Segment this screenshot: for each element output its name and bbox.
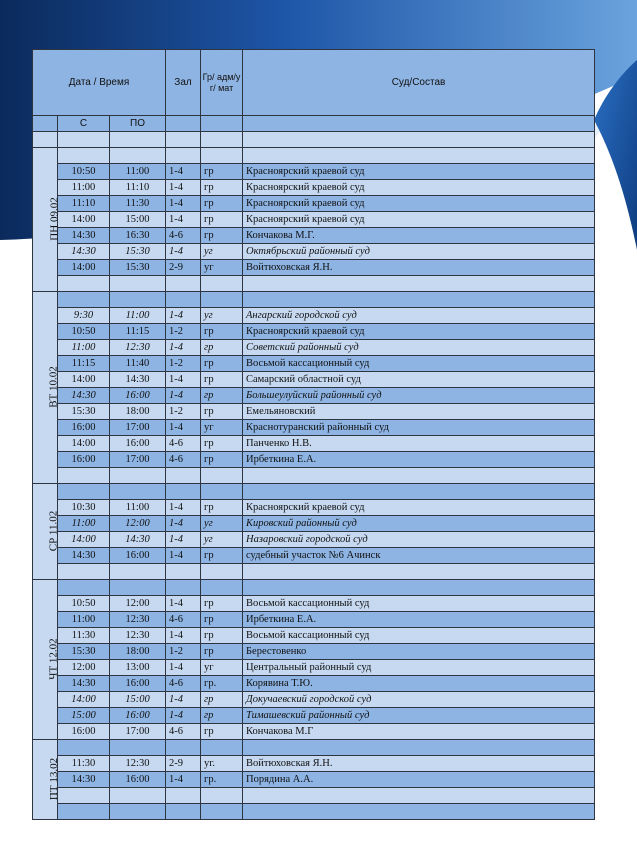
hall-cell: 1-2 xyxy=(166,356,201,372)
hall-cell: 1-4 xyxy=(166,420,201,436)
schedule-row xyxy=(33,164,595,180)
schedule-row xyxy=(33,532,595,548)
court-name-cell: Краснотуранский районный суд xyxy=(243,420,595,436)
time-from-cell xyxy=(58,484,110,500)
case-type-cell: гр xyxy=(201,228,243,244)
time-to-cell: 17:00 xyxy=(110,724,166,740)
schedule-row xyxy=(33,564,595,580)
schedule-row xyxy=(33,612,595,628)
time-from-cell: 14:30 xyxy=(58,228,110,244)
schedule-row xyxy=(33,212,595,228)
blank-subheader xyxy=(166,116,201,132)
case-type-cell xyxy=(201,564,243,580)
case-type-cell xyxy=(201,788,243,804)
schedule-row xyxy=(33,740,595,756)
hall-cell: 1-4 xyxy=(166,500,201,516)
day-label: ЧТ 12.02 xyxy=(47,638,60,680)
court-name-cell: Тимашевский районный суд xyxy=(243,708,595,724)
schedule-row xyxy=(33,724,595,740)
time-from-cell: 10:50 xyxy=(58,596,110,612)
time-to-cell: 11:00 xyxy=(110,164,166,180)
time-from-cell: 11:15 xyxy=(58,356,110,372)
time-to-cell: 18:00 xyxy=(110,404,166,420)
blank-subheader xyxy=(201,116,243,132)
time-to-cell xyxy=(110,804,166,820)
hall-cell: 1-4 xyxy=(166,196,201,212)
court-name-cell: Октябрьский районный суд xyxy=(243,244,595,260)
blank-subheader xyxy=(58,132,110,148)
time-to-cell: 11:00 xyxy=(110,500,166,516)
hall-cell: 2-9 xyxy=(166,260,201,276)
schedule-row xyxy=(33,180,595,196)
hall-cell xyxy=(166,804,201,820)
time-from-cell: 10:50 xyxy=(58,324,110,340)
schedule-row xyxy=(33,676,595,692)
time-to-cell: 17:00 xyxy=(110,452,166,468)
schedule-row xyxy=(33,228,595,244)
hall-cell xyxy=(166,484,201,500)
schedule-row xyxy=(33,276,595,292)
court-name-cell xyxy=(243,292,595,308)
hall-cell: 1-2 xyxy=(166,644,201,660)
time-from-cell xyxy=(58,148,110,164)
time-to-cell: 15:30 xyxy=(110,244,166,260)
case-type-cell: гр xyxy=(201,548,243,564)
time-to-cell xyxy=(110,292,166,308)
time-from-cell: 14:30 xyxy=(58,244,110,260)
time-from-cell xyxy=(58,468,110,484)
day-label-cell xyxy=(33,292,58,484)
time-to-cell: 11:10 xyxy=(110,180,166,196)
time-from-cell: 10:30 xyxy=(58,500,110,516)
court-name-cell: Кончакова М.Г. xyxy=(243,228,595,244)
schedule-row xyxy=(33,756,595,772)
hall-cell: 1-4 xyxy=(166,388,201,404)
schedule-row xyxy=(33,692,595,708)
time-to-cell: 13:00 xyxy=(110,660,166,676)
court-name-cell: Красноярский краевой суд xyxy=(243,324,595,340)
time-from-cell xyxy=(58,564,110,580)
court-name-cell: судебный участок №6 Ачинск xyxy=(243,548,595,564)
day-label-cell xyxy=(33,484,58,580)
time-to-cell: 16:00 xyxy=(110,436,166,452)
court-name-cell xyxy=(243,740,595,756)
schedule-row xyxy=(33,516,595,532)
hall-cell xyxy=(166,580,201,596)
schedule-row xyxy=(33,292,595,308)
case-type-cell: гр xyxy=(201,372,243,388)
time-from-cell: 11:30 xyxy=(58,756,110,772)
time-from-cell: 14:00 xyxy=(58,212,110,228)
time-from-cell: 15:00 xyxy=(58,708,110,724)
court-name-cell: Ирбеткина Е.А. xyxy=(243,452,595,468)
schedule-row xyxy=(33,388,595,404)
time-to-cell xyxy=(110,276,166,292)
time-from-cell xyxy=(58,740,110,756)
time-to-cell: 15:00 xyxy=(110,212,166,228)
blank-subheader xyxy=(33,132,58,148)
case-type-cell: уг xyxy=(201,260,243,276)
hall-cell: 4-6 xyxy=(166,676,201,692)
blank-subheader xyxy=(166,132,201,148)
time-to-cell: 16:00 xyxy=(110,548,166,564)
day-label-cell xyxy=(33,580,58,740)
time-from-cell: 11:00 xyxy=(58,180,110,196)
schedule-row xyxy=(33,500,595,516)
hall-cell: 1-2 xyxy=(166,324,201,340)
time-from-cell xyxy=(58,804,110,820)
schedule-row xyxy=(33,548,595,564)
court-name-cell: Красноярский краевой суд xyxy=(243,164,595,180)
time-to-cell: 12:30 xyxy=(110,612,166,628)
schedule-row xyxy=(33,596,595,612)
case-type-cell: гр xyxy=(201,404,243,420)
case-type-cell: гр xyxy=(201,164,243,180)
schedule-row xyxy=(33,308,595,324)
case-type-cell: гр xyxy=(201,340,243,356)
schedule-row xyxy=(33,708,595,724)
schedule-row xyxy=(33,468,595,484)
hall-cell: 4-6 xyxy=(166,228,201,244)
court-name-cell: Красноярский краевой суд xyxy=(243,196,595,212)
case-type-cell xyxy=(201,484,243,500)
case-type-cell: гр xyxy=(201,724,243,740)
hall-cell: 1-4 xyxy=(166,308,201,324)
time-to-cell: 16:00 xyxy=(110,388,166,404)
blank-subheader xyxy=(33,116,58,132)
time-from-cell: 14:30 xyxy=(58,388,110,404)
time-to-cell: 11:00 xyxy=(110,308,166,324)
time-to-cell xyxy=(110,484,166,500)
hall-cell: 1-4 xyxy=(166,340,201,356)
hall-cell xyxy=(166,276,201,292)
case-type-cell xyxy=(201,804,243,820)
case-type-cell: гр xyxy=(201,644,243,660)
schedule-row xyxy=(33,372,595,388)
case-type-cell: уг xyxy=(201,244,243,260)
hall-cell xyxy=(166,788,201,804)
case-type-cell: уг xyxy=(201,308,243,324)
time-to-cell: 12:30 xyxy=(110,340,166,356)
court-name-cell: Восьмой кассационный суд xyxy=(243,596,595,612)
court-name-cell xyxy=(243,580,595,596)
time-from-cell: 12:00 xyxy=(58,660,110,676)
time-from-cell xyxy=(58,292,110,308)
schedule-row xyxy=(33,660,595,676)
hall-cell: 1-4 xyxy=(166,692,201,708)
day-label: ПН 09.02 xyxy=(48,197,61,241)
time-to-cell: 12:00 xyxy=(110,596,166,612)
schedule-row xyxy=(33,260,595,276)
hall-cell xyxy=(166,468,201,484)
time-to-cell xyxy=(110,564,166,580)
court-name-cell: Ирбеткина Е.А. xyxy=(243,612,595,628)
schedule-row xyxy=(33,244,595,260)
day-label-cell xyxy=(33,148,61,292)
time-to-cell xyxy=(110,580,166,596)
time-from-cell: 11:00 xyxy=(58,340,110,356)
schedule-row xyxy=(33,324,595,340)
case-type-cell: гр. xyxy=(201,676,243,692)
schedule-row xyxy=(33,788,595,804)
time-to-cell xyxy=(110,468,166,484)
hall-cell xyxy=(166,564,201,580)
day-label: СР 11.02 xyxy=(47,510,60,552)
court-name-cell: Докучаевский городской суд xyxy=(243,692,595,708)
case-type-cell: гр xyxy=(201,500,243,516)
time-from-cell: 9:30 xyxy=(58,308,110,324)
day-label-cell xyxy=(33,740,61,820)
time-from-cell: 14:00 xyxy=(58,436,110,452)
hall-header: Зал xyxy=(166,50,201,116)
case-type-cell xyxy=(201,580,243,596)
schedule-row xyxy=(33,196,595,212)
blank-subheader xyxy=(201,132,243,148)
court-name-cell: Восьмой кассационный суд xyxy=(243,356,595,372)
time-from-cell: 10:50 xyxy=(58,164,110,180)
type-header: Гр/ адм/у г/ мат xyxy=(201,50,243,116)
hall-cell xyxy=(166,740,201,756)
time-to-cell: 17:00 xyxy=(110,420,166,436)
hall-cell: 1-4 xyxy=(166,772,201,788)
time-to-cell xyxy=(110,788,166,804)
court-name-cell: Восьмой кассационный суд xyxy=(243,628,595,644)
hall-cell: 4-6 xyxy=(166,436,201,452)
court-name-cell: Советский районный суд xyxy=(243,340,595,356)
court-name-cell: Большеулуйский районный суд xyxy=(243,388,595,404)
case-type-cell: гр xyxy=(201,212,243,228)
schedule-row xyxy=(33,644,595,660)
time-to-cell: 11:30 xyxy=(110,196,166,212)
blank-subheader xyxy=(243,116,595,132)
time-to-cell: 16:00 xyxy=(110,772,166,788)
hall-cell: 1-4 xyxy=(166,660,201,676)
blank-subheader xyxy=(110,132,166,148)
case-type-cell xyxy=(201,292,243,308)
time-from-cell: 11:00 xyxy=(58,612,110,628)
time-to-cell: 14:30 xyxy=(110,372,166,388)
case-type-cell: гр. xyxy=(201,772,243,788)
court-name-cell xyxy=(243,468,595,484)
court-name-cell: Корявина Т.Ю. xyxy=(243,676,595,692)
time-to-cell: 18:00 xyxy=(110,644,166,660)
court-name-cell xyxy=(243,788,595,804)
court-name-cell: Войтюховская Я.Н. xyxy=(243,260,595,276)
time-from-cell xyxy=(58,788,110,804)
court-name-cell: Назаровский городской суд xyxy=(243,532,595,548)
court-header: Суд/Состав xyxy=(243,50,595,116)
case-type-cell: гр xyxy=(201,708,243,724)
time-to-cell: 11:40 xyxy=(110,356,166,372)
schedule-row xyxy=(33,436,595,452)
court-name-cell: Берестовенко xyxy=(243,644,595,660)
time-from-cell: 11:10 xyxy=(58,196,110,212)
case-type-cell: уг xyxy=(201,532,243,548)
time-to-cell: 15:30 xyxy=(110,260,166,276)
case-type-cell xyxy=(201,740,243,756)
court-name-cell: Войтюховская Я.Н. xyxy=(243,756,595,772)
court-name-cell: Порядина А.А. xyxy=(243,772,595,788)
court-name-cell: Кировский районный суд xyxy=(243,516,595,532)
court-name-cell xyxy=(243,804,595,820)
time-from-cell: 15:30 xyxy=(58,644,110,660)
time-from-cell: 16:00 xyxy=(58,420,110,436)
hall-cell: 1-4 xyxy=(166,596,201,612)
hall-cell: 2-9 xyxy=(166,756,201,772)
court-name-cell: Кончакова М.Г xyxy=(243,724,595,740)
time-to-cell: 16:30 xyxy=(110,228,166,244)
time-from-cell: 16:00 xyxy=(58,724,110,740)
court-name-cell: Емельяновский xyxy=(243,404,595,420)
time-to-cell: 11:15 xyxy=(110,324,166,340)
court-name-cell: Красноярский краевой суд xyxy=(243,180,595,196)
court-name-cell xyxy=(243,484,595,500)
schedule-row xyxy=(33,420,595,436)
time-from-cell: 14:00 xyxy=(58,532,110,548)
time-from-cell xyxy=(58,276,110,292)
hall-cell xyxy=(166,292,201,308)
time-to-cell: 12:00 xyxy=(110,516,166,532)
hall-cell: 1-2 xyxy=(166,404,201,420)
time-to-cell xyxy=(110,148,166,164)
datetime-header: Дата / Время xyxy=(33,50,166,116)
time-from-cell: 14:30 xyxy=(58,676,110,692)
hall-cell: 1-4 xyxy=(166,628,201,644)
time-to-cell: 16:00 xyxy=(110,676,166,692)
time-from-cell: 11:30 xyxy=(58,628,110,644)
case-type-cell: гр xyxy=(201,180,243,196)
case-type-cell: уг xyxy=(201,660,243,676)
case-type-cell: гр xyxy=(201,196,243,212)
court-name-cell xyxy=(243,564,595,580)
schedule-row xyxy=(33,340,595,356)
blank-subheader xyxy=(243,132,595,148)
schedule-row xyxy=(33,148,595,164)
case-type-cell: уг. xyxy=(201,756,243,772)
case-type-cell xyxy=(201,148,243,164)
from-subheader: С xyxy=(58,116,110,132)
case-type-cell: гр xyxy=(201,692,243,708)
time-to-cell: 14:30 xyxy=(110,532,166,548)
case-type-cell: уг xyxy=(201,516,243,532)
time-to-cell: 12:30 xyxy=(110,628,166,644)
hall-cell: 4-6 xyxy=(166,724,201,740)
court-name-cell: Центральный районный суд xyxy=(243,660,595,676)
time-to-cell: 16:00 xyxy=(110,708,166,724)
hall-cell: 1-4 xyxy=(166,372,201,388)
hall-cell: 4-6 xyxy=(166,612,201,628)
court-name-cell xyxy=(243,148,595,164)
court-name-cell: Красноярский краевой суд xyxy=(243,212,595,228)
court-name-cell: Красноярский краевой суд xyxy=(243,500,595,516)
hall-cell: 1-4 xyxy=(166,532,201,548)
day-label: ПТ 13.02 xyxy=(48,757,61,801)
case-type-cell: гр xyxy=(201,612,243,628)
court-name-cell xyxy=(243,276,595,292)
hall-cell: 4-6 xyxy=(166,452,201,468)
schedule-row xyxy=(33,580,595,596)
schedule-table xyxy=(32,49,595,820)
schedule-row xyxy=(33,484,595,500)
schedule-row xyxy=(33,804,595,820)
hall-cell: 1-4 xyxy=(166,164,201,180)
case-type-cell: гр xyxy=(201,628,243,644)
time-from-cell: 16:00 xyxy=(58,452,110,468)
case-type-cell: гр xyxy=(201,356,243,372)
schedule-row xyxy=(33,772,595,788)
court-name-cell: Панченко Н.В. xyxy=(243,436,595,452)
schedule-row xyxy=(33,452,595,468)
time-to-cell xyxy=(110,740,166,756)
day-label: ВТ 10.02 xyxy=(47,366,60,408)
schedule-row xyxy=(33,628,595,644)
to-subheader: ПО xyxy=(110,116,166,132)
case-type-cell: гр xyxy=(201,436,243,452)
case-type-cell: гр xyxy=(201,324,243,340)
time-from-cell: 14:30 xyxy=(58,772,110,788)
time-to-cell: 15:00 xyxy=(110,692,166,708)
case-type-cell: гр xyxy=(201,452,243,468)
hall-cell: 1-4 xyxy=(166,180,201,196)
hall-cell xyxy=(166,148,201,164)
schedule-row xyxy=(33,404,595,420)
time-from-cell: 14:00 xyxy=(58,260,110,276)
case-type-cell: уг xyxy=(201,420,243,436)
time-from-cell: 15:30 xyxy=(58,404,110,420)
court-name-cell: Ангарский городской суд xyxy=(243,308,595,324)
court-name-cell: Самарский областной суд xyxy=(243,372,595,388)
hall-cell: 1-4 xyxy=(166,708,201,724)
time-from-cell: 14:00 xyxy=(58,692,110,708)
case-type-cell: гр xyxy=(201,388,243,404)
hall-cell: 1-4 xyxy=(166,244,201,260)
case-type-cell xyxy=(201,276,243,292)
hall-cell: 1-4 xyxy=(166,548,201,564)
case-type-cell xyxy=(201,468,243,484)
case-type-cell: гр xyxy=(201,596,243,612)
time-from-cell: 14:30 xyxy=(58,548,110,564)
time-from-cell: 11:00 xyxy=(58,516,110,532)
time-to-cell: 12:30 xyxy=(110,756,166,772)
schedule-row xyxy=(33,356,595,372)
hall-cell: 1-4 xyxy=(166,516,201,532)
time-from-cell xyxy=(58,580,110,596)
time-from-cell: 14:00 xyxy=(58,372,110,388)
hall-cell: 1-4 xyxy=(166,212,201,228)
